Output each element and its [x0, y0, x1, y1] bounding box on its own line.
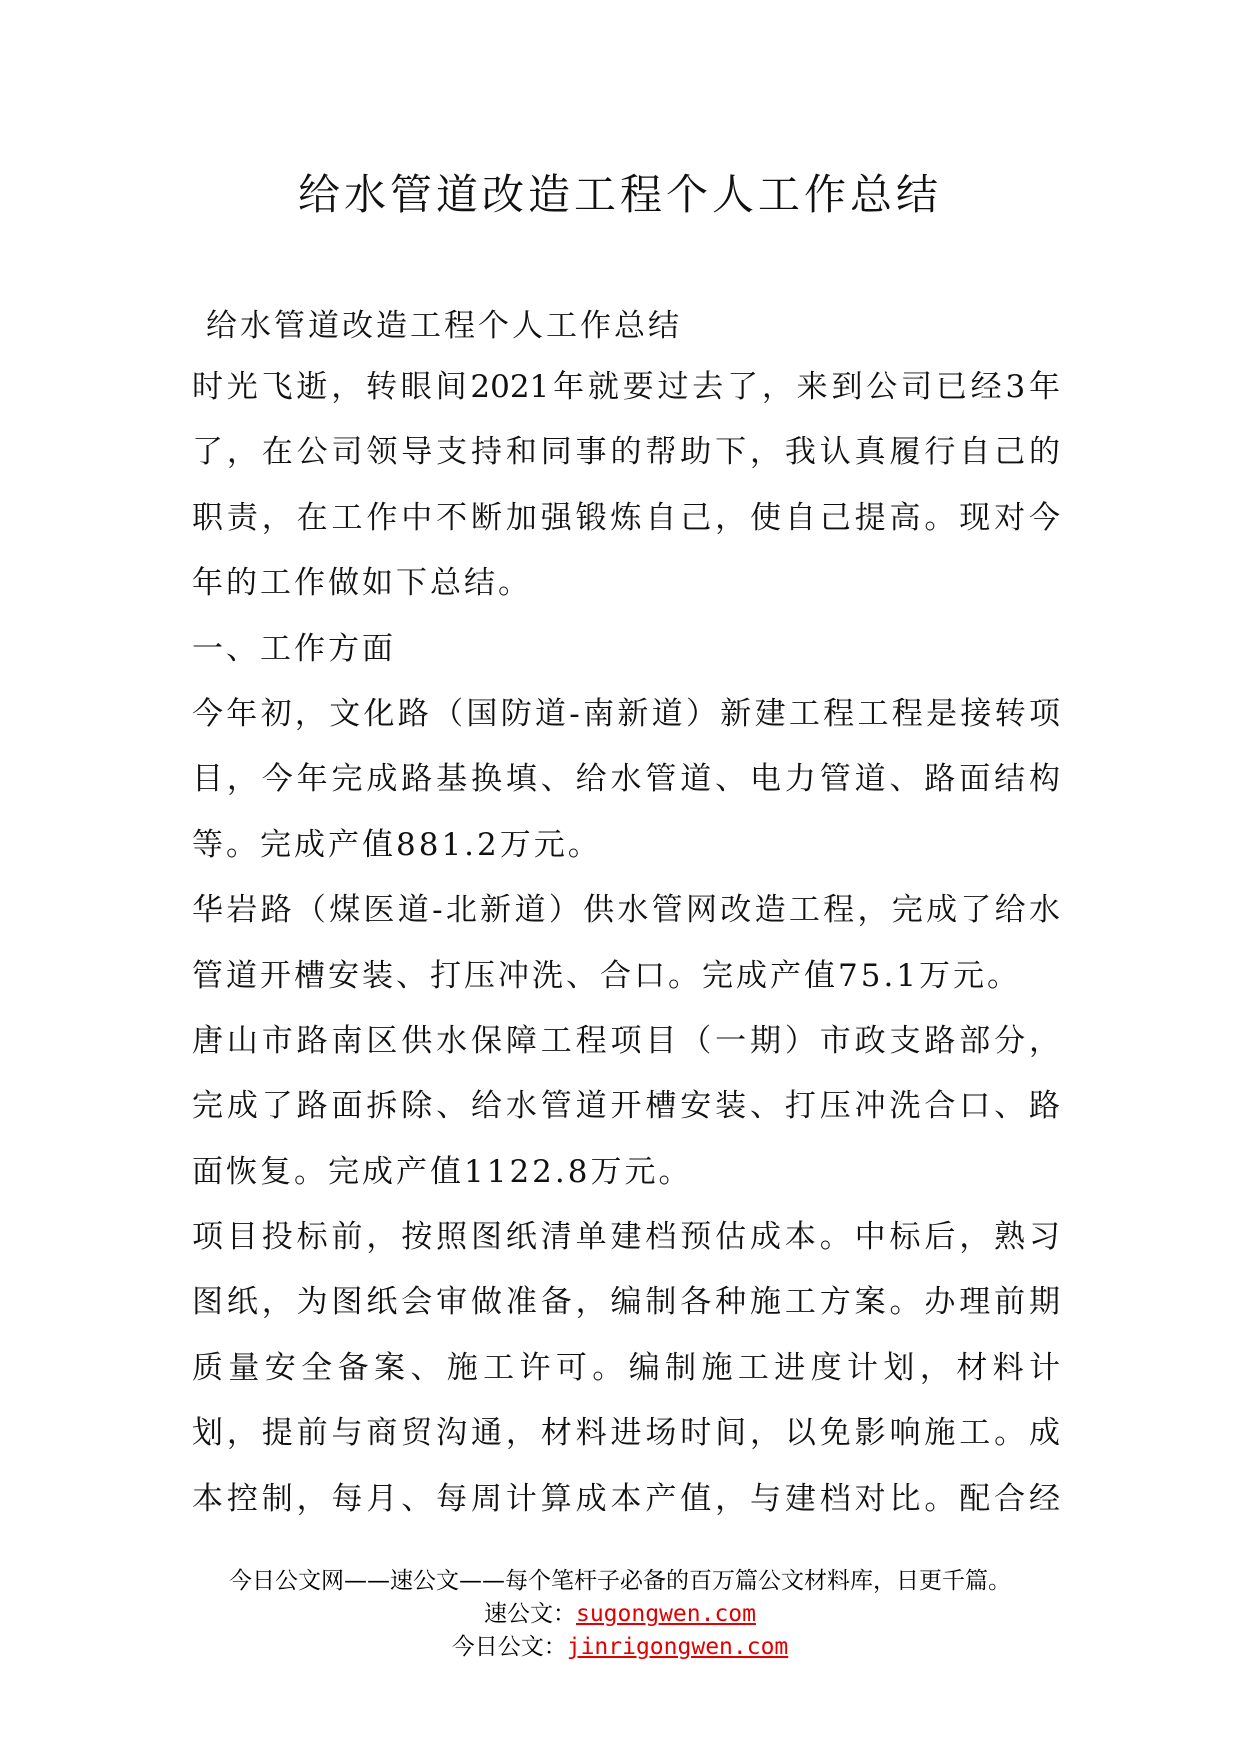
paragraph — [192, 628, 1060, 693]
text-line: 了，在公司领导支持和同事的帮助下，我认真履行自己的 — [192, 434, 1060, 471]
paragraph — [192, 1020, 1060, 1216]
text-line: 唐山市路南区供水保障工程项目（一期）市政支路部分， — [192, 1022, 1060, 1059]
text-line: 划，提前与商贸沟通，材料进场时间，以免影响施工。成 — [192, 1415, 1060, 1452]
text-line: 时光飞逝，转眼间2021年就要过去了，来到公司已经3年 — [192, 369, 1060, 405]
footer-link-row-1 — [0, 1598, 1240, 1631]
link-label: 今日公文： — [451, 1634, 567, 1660]
text-line: 完成了路面拆除、给水管道开槽安装、打压冲洗合口、路 — [192, 1088, 1060, 1125]
text-line: 职责，在工作中不断加强锻炼自己，使自己提高。现对今 — [192, 499, 1060, 536]
text-line: 管道开槽安装、打压冲洗、合口。完成产值75.1万元。 — [192, 957, 1022, 994]
footer — [0, 1565, 1240, 1664]
footer-slogan: 今日公文网——速公文——每个笔杆子必备的百万篇公文材料库，日更千篇。 — [229, 1568, 1011, 1594]
paragraph — [192, 1216, 1060, 1543]
text-line: 面恢复。完成产值1122.8万元。 — [192, 1153, 693, 1190]
text-line: 等。完成产值881.2万元。 — [192, 826, 602, 863]
jinrigongwen-link[interactable]: jinrigongwen.com — [566, 1634, 789, 1660]
text-line: 今年初，文化路（国防道-南新道）新建工程工程是接转项 — [192, 695, 1060, 732]
text-line: 项目投标前，按照图纸清单建档预估成本。中标后，熟习 — [192, 1219, 1060, 1256]
link-label: 速公文： — [483, 1601, 576, 1627]
paragraph — [192, 889, 1060, 1020]
text-line: 质量安全备案、施工许可。编制施工进度计划，材料计 — [192, 1349, 1060, 1386]
document-title: 给水管道改造工程个人工作总结 — [297, 170, 942, 219]
sugongwen-link[interactable]: sugongwen.com — [575, 1601, 756, 1627]
text-line: 华岩路（煤医道-北新道）供水管网改造工程，完成了给水 — [192, 892, 1060, 929]
text-line: 一、工作方面 — [192, 630, 396, 667]
text-line: 图纸，为图纸会审做准备，编制各种施工方案。办理前期 — [192, 1284, 1060, 1321]
document-subtitle: 给水管道改造工程个人工作总结 — [206, 308, 682, 344]
paragraph — [192, 693, 1060, 889]
text-line: 年的工作做如下总结。 — [192, 565, 532, 602]
footer-link-row-2 — [0, 1631, 1240, 1664]
document-body — [192, 366, 1060, 1543]
text-line: 目，今年完成路基换填、给水管道、电力管道、路面结构 — [192, 761, 1060, 798]
paragraph — [192, 366, 1060, 628]
text-line: 本控制，每月、每周计算成本产值，与建档对比。配合经 — [192, 1480, 1060, 1517]
